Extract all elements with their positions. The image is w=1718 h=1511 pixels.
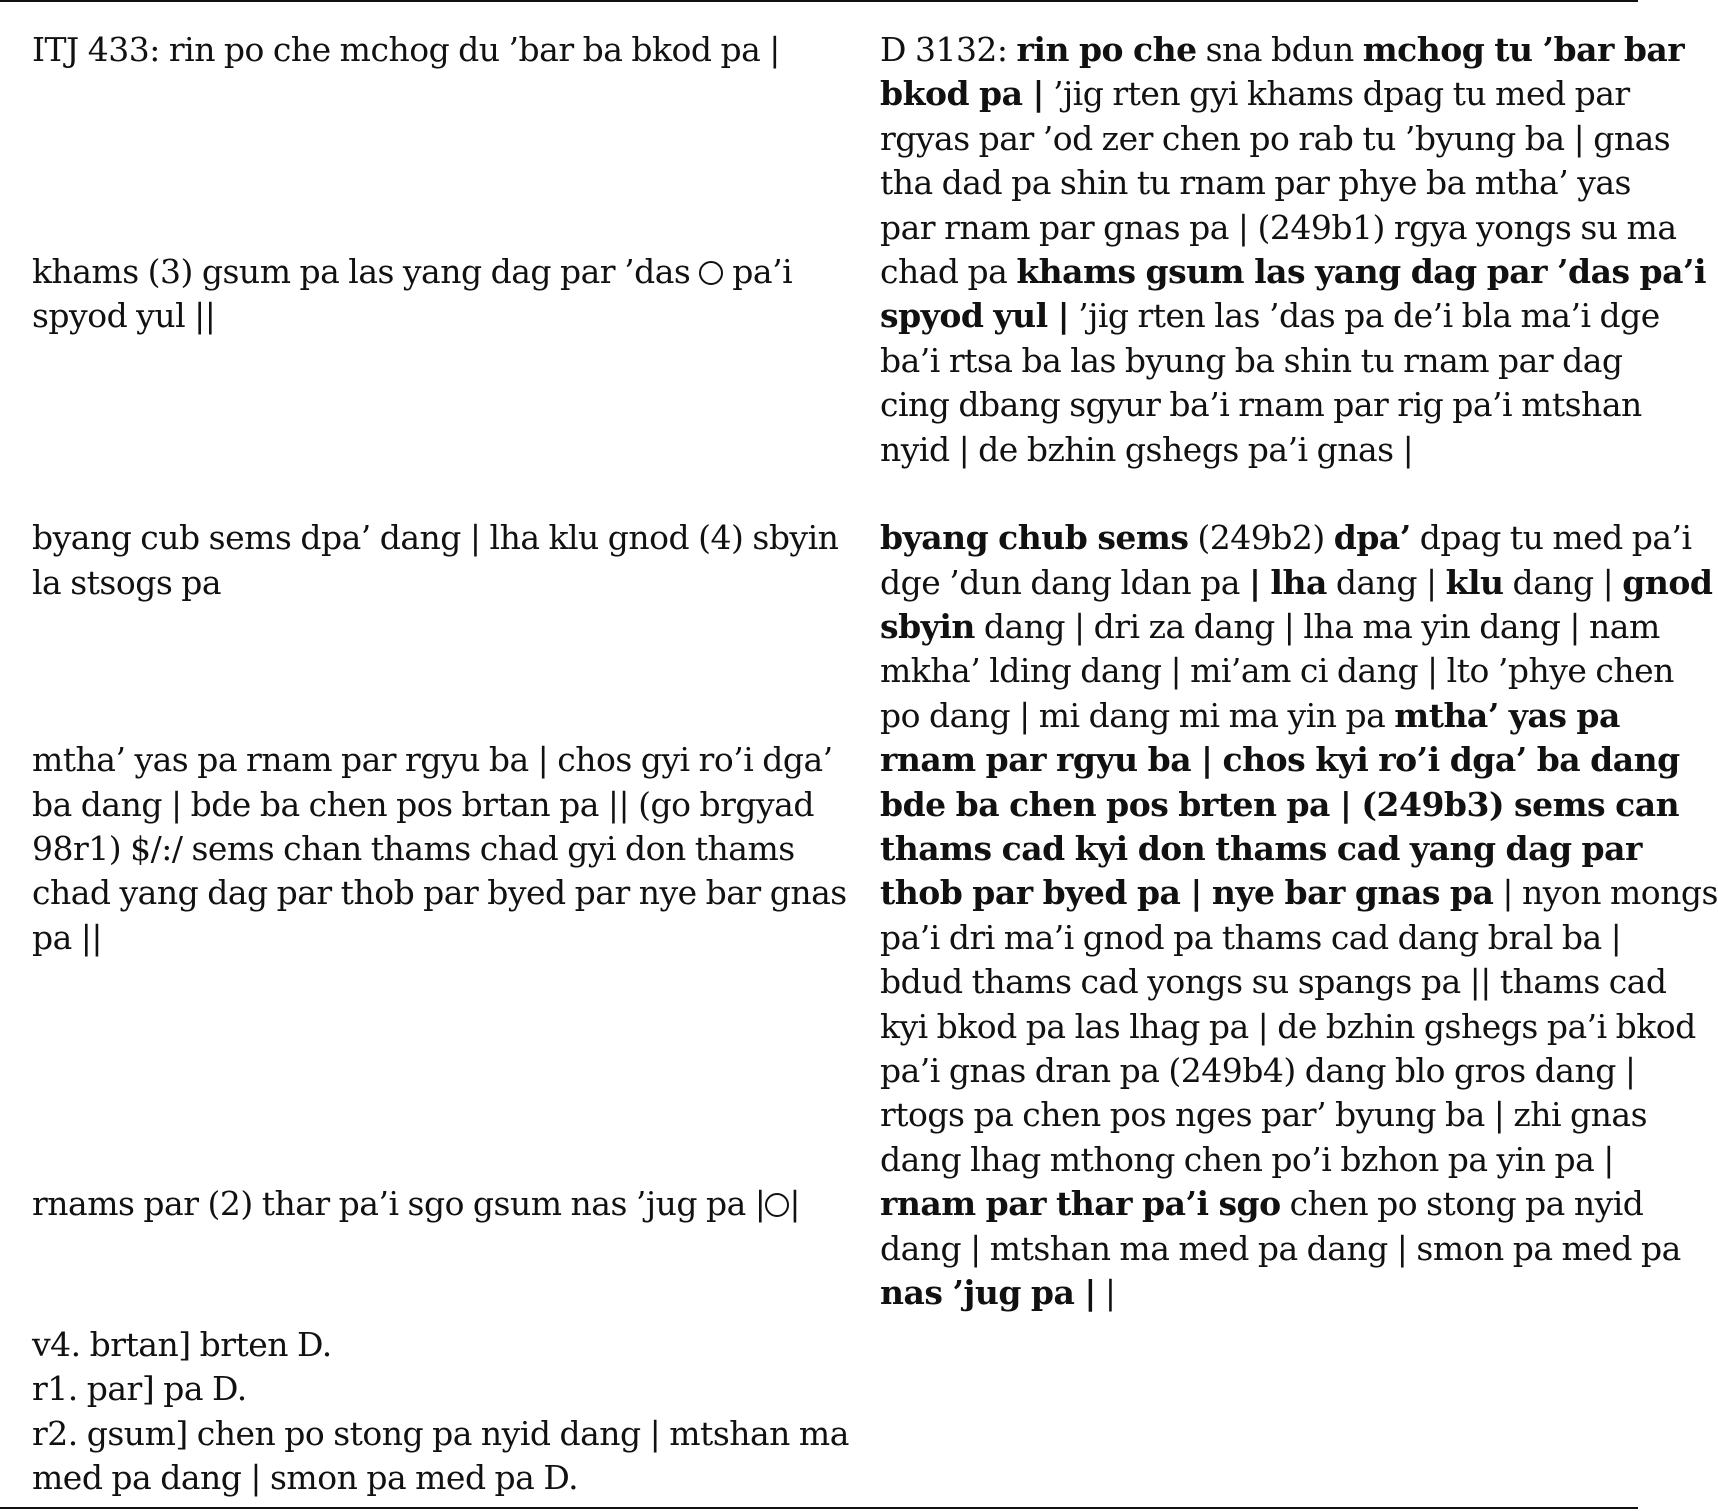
left-line: spyod yul || (32, 296, 216, 336)
circle-icon (699, 261, 723, 285)
footnote: r2. gsum] chen po stong pa nyid dang | mtshan ma (32, 1413, 849, 1453)
right-line: dang | mtshan ma med pa dang | smon pa med pa (880, 1228, 1681, 1268)
right-line: nyid | de bzhin gshegs pa’i gnas | (880, 429, 1414, 469)
left-line: rnams par (2) thar pa’i sgo gsum nas ’jug pa | | (32, 1184, 800, 1224)
right-line: bdud thams cad yongs su spangs pa || thams cad (880, 962, 1667, 1002)
right-line: D 3132: rin po che sna bdun mchog tu ’bar bar (880, 30, 1685, 69)
right-line: dge ’dun dang ldan pa | lha dang | klu dang | gnod (880, 562, 1713, 602)
right-line: rnam par rgyu ba | chos kyi ro’i dga’ ba dang (880, 740, 1680, 780)
circle-icon (765, 1193, 789, 1217)
right-line: byang chub sems (249b2) dpa’ dpag tu med pa’i (880, 518, 1692, 558)
right-line: po dang | mi dang mi ma yin pa mtha’ yas pa (880, 695, 1620, 735)
footnote: r1. par] pa D. (32, 1369, 247, 1409)
left-line: ITJ 433: rin po che mchog du ’bar ba bkod pa | (32, 30, 780, 69)
left-column-itj433 (32, 28, 847, 1227)
right-line: par rnam par gnas pa | (249b1) rgya yongs su ma (880, 207, 1677, 247)
right-line: rgyas par ’od zer chen po rab tu ’byung ba | gnas (880, 118, 1671, 158)
left-line: chad yang dag par thob par byed par nye bar gnas (32, 873, 847, 913)
right-line: chad pa khams gsum las yang dag par ’das pa’i (880, 251, 1707, 291)
footnotes (32, 1323, 849, 1501)
top-rule (0, 0, 1638, 2)
right-line: nas ’jug pa | | (880, 1272, 1116, 1312)
right-line: rnam par thar pa’i sgo chen po stong pa nyid (880, 1184, 1644, 1224)
bottom-rule (0, 1507, 1638, 1509)
right-line: thams cad kyi don thams cad yang dag par (880, 829, 1642, 869)
right-line: ba’i rtsa ba las byung ba shin tu rnam par dag (880, 340, 1623, 380)
footnote: v4. brtan] brten D. (32, 1325, 332, 1364)
left-line: 98r1) $/:/ sems chan thams chad gyi don thams (32, 829, 795, 869)
left-line: khams (3) gsum pa las yang dag par ’das pa’i (32, 251, 793, 291)
right-line: cing dbang sgyur ba’i rnam par rig pa’i mtshan (880, 385, 1642, 425)
right-line: mkha’ lding dang | mi’am ci dang | lto ’phye chen (880, 651, 1674, 691)
right-line: kyi bkod pa las lhag pa | de bzhin gshegs pa’i bkod (880, 1006, 1696, 1046)
left-line: la stsogs pa (32, 562, 222, 602)
right-column-d3132 (880, 28, 1718, 1315)
left-line: mtha’ yas pa rnam par rgyu ba | chos gyi ro’i dga’ (32, 740, 833, 780)
right-line: rtogs pa chen pos nges par’ byung ba | zhi gnas (880, 1095, 1648, 1135)
right-line: bkod pa | ’jig rten gyi khams dpag tu med par (880, 74, 1630, 114)
right-line: sbyin dang | dri za dang | lha ma yin dang | nam (880, 607, 1660, 647)
right-line: tha dad pa shin tu rnam par phye ba mtha’ yas (880, 163, 1631, 203)
right-line: pa’i dri ma’i gnod pa thams cad dang bral ba | (880, 917, 1622, 957)
left-line: pa || (32, 917, 103, 957)
footnote: med pa dang | smon pa med pa D. (32, 1458, 579, 1498)
right-line: bde ba chen pos brten pa | (249b3) sems can (880, 784, 1680, 824)
right-line: dang lhag mthong chen po’i bzhon pa yin pa | (880, 1139, 1614, 1179)
left-line: ba dang | bde ba chen pos brtan pa || (go brgyad (32, 784, 814, 824)
right-line: thob par byed pa | nye bar gnas pa | nyon mongs (880, 873, 1718, 913)
left-line: byang cub sems dpa’ dang | lha klu gnod (4) sbyin (32, 518, 839, 558)
right-line: pa’i gnas dran pa (249b4) dang blo gros dang | (880, 1050, 1636, 1090)
right-line: spyod yul | ’jig rten las ’das pa de’i bla ma’i dge (880, 296, 1660, 336)
